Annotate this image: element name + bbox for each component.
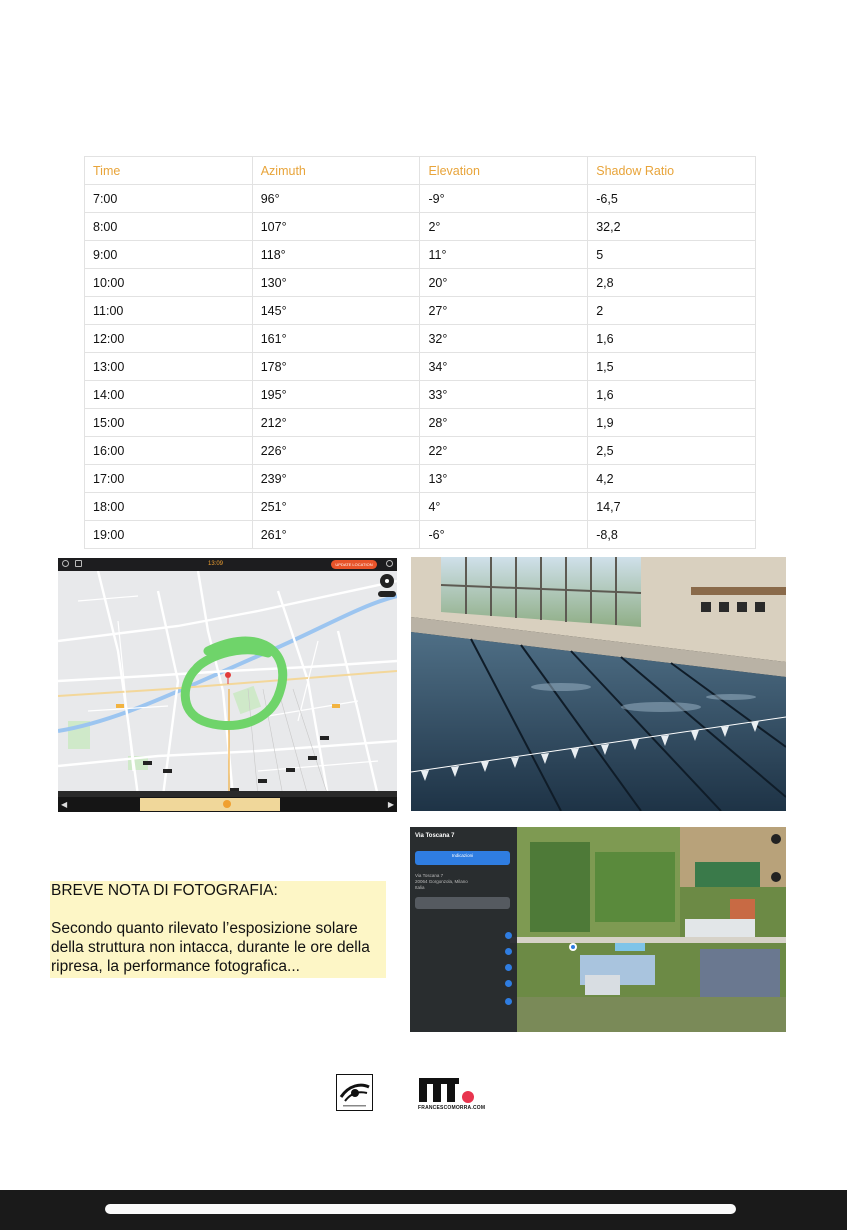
table-cell: 10:00 — [85, 269, 253, 297]
table-cell: 8:00 — [85, 213, 253, 241]
table-cell: 5 — [588, 241, 756, 269]
eye-logo-mark — [337, 1075, 372, 1110]
table-cell: 20° — [420, 269, 588, 297]
column-header: Shadow Ratio — [588, 157, 756, 185]
table-cell: 161° — [252, 325, 420, 353]
sun-icon — [140, 798, 280, 811]
table-row — [85, 381, 756, 409]
plus-icon — [505, 980, 512, 987]
table-row — [85, 353, 756, 381]
table-row — [85, 409, 756, 437]
table-cell: 130° — [252, 269, 420, 297]
place-panel — [410, 827, 517, 1032]
timeline-info — [58, 791, 397, 797]
table-cell: 1,5 — [588, 353, 756, 381]
table-cell: 17:00 — [85, 465, 253, 493]
table-cell: 14:00 — [85, 381, 253, 409]
previous-arrow-icon: ◀ — [61, 800, 68, 809]
table-cell: -6° — [420, 521, 588, 549]
bottom-toolbar — [0, 1190, 847, 1230]
table-cell: 13:00 — [85, 353, 253, 381]
table-cell: 4,2 — [588, 465, 756, 493]
table-cell: 1,6 — [588, 325, 756, 353]
table-cell: 13° — [420, 465, 588, 493]
table-cell: 22° — [420, 437, 588, 465]
place-title: Via Toscana 7 — [415, 833, 455, 839]
plus-icon — [505, 948, 512, 955]
table-cell: 33° — [420, 381, 588, 409]
table-cell: 19:00 — [85, 521, 253, 549]
plus-icon — [505, 932, 512, 939]
address-line: Via Toscana 7 — [415, 873, 444, 878]
table-cell: 11° — [420, 241, 588, 269]
brand-logo — [418, 1075, 486, 1111]
table-cell: 226° — [252, 437, 420, 465]
table-cell: 11:00 — [85, 297, 253, 325]
table-cell: 251° — [252, 493, 420, 521]
update-location-button: UPDATE LOCATION — [331, 560, 377, 569]
address-line: Italia — [415, 885, 425, 890]
sun-position-table — [84, 156, 756, 549]
table-cell: 2° — [420, 213, 588, 241]
table-cell: 34° — [420, 353, 588, 381]
column-header: Time — [85, 157, 253, 185]
pool-photo — [411, 557, 786, 811]
table-cell: 9:00 — [85, 241, 253, 269]
note-body: Secondo quanto rilevato l’esposizione solare della struttura non intacca, durante le ore della ripresa, la performance fotografica... — [51, 920, 370, 975]
table-cell: 16:00 — [85, 437, 253, 465]
panel-field — [415, 897, 510, 909]
note-title: BREVE NOTA DI FOTOGRAFIA: — [51, 882, 278, 899]
sun-map-screenshot — [58, 558, 397, 812]
table-cell: 27° — [420, 297, 588, 325]
table-header-row — [85, 157, 756, 185]
table-cell: -9° — [420, 185, 588, 213]
table-row — [85, 213, 756, 241]
table-body — [85, 185, 756, 549]
table-row — [85, 297, 756, 325]
table-row — [85, 437, 756, 465]
menu-icon — [75, 560, 82, 567]
table-cell: 4° — [420, 493, 588, 521]
table-cell: 2,8 — [588, 269, 756, 297]
table-cell: 239° — [252, 465, 420, 493]
table-cell: 145° — [252, 297, 420, 325]
plus-icon — [505, 998, 512, 1005]
table-row — [85, 325, 756, 353]
column-header: Azimuth — [252, 157, 420, 185]
timeline-bar — [58, 791, 397, 812]
next-arrow-icon: ▶ — [387, 800, 394, 809]
table-cell: 212° — [252, 409, 420, 437]
map-toolbar — [58, 558, 397, 571]
gear-icon — [62, 560, 69, 567]
table-cell: 261° — [252, 521, 420, 549]
table-cell: -8,8 — [588, 521, 756, 549]
time-slider — [140, 798, 280, 811]
brand-logo-text: FRANCESCOMORRA.COM — [418, 1105, 486, 1111]
table-cell: 7:00 — [85, 185, 253, 213]
table-row — [85, 185, 756, 213]
map-view — [58, 571, 397, 796]
table-cell: 14,7 — [588, 493, 756, 521]
aerial-map-screenshot — [410, 827, 786, 1032]
table-cell: 15:00 — [85, 409, 253, 437]
table-cell: 2,5 — [588, 437, 756, 465]
table-cell: 178° — [252, 353, 420, 381]
table-cell: 96° — [252, 185, 420, 213]
table-cell: 118° — [252, 241, 420, 269]
table-cell: 107° — [252, 213, 420, 241]
page-scrollbar[interactable] — [105, 1204, 736, 1214]
table-cell: -6,5 — [588, 185, 756, 213]
address-line: 20064 Gorgonzola, Milano — [415, 879, 468, 884]
table-cell: 32° — [420, 325, 588, 353]
table-cell: 28° — [420, 409, 588, 437]
table-cell: 18:00 — [85, 493, 253, 521]
power-icon — [386, 560, 393, 567]
table-row — [85, 241, 756, 269]
directions-button: Indicazioni — [415, 851, 510, 865]
brand-logo-mark — [418, 1075, 476, 1105]
table-cell: 1,9 — [588, 409, 756, 437]
column-header: Elevation — [420, 157, 588, 185]
table-cell: 32,2 — [588, 213, 756, 241]
map-time: 13:09 — [208, 561, 224, 567]
table-cell: 195° — [252, 381, 420, 409]
plus-icon — [505, 964, 512, 971]
table-cell: 12:00 — [85, 325, 253, 353]
eye-logo — [336, 1074, 373, 1111]
table-row — [85, 465, 756, 493]
table-row — [85, 269, 756, 297]
table-cell: 1,6 — [588, 381, 756, 409]
table-row — [85, 493, 756, 521]
photography-note — [50, 881, 386, 978]
table-row — [85, 521, 756, 549]
place-address — [415, 873, 512, 891]
table-cell: 2 — [588, 297, 756, 325]
